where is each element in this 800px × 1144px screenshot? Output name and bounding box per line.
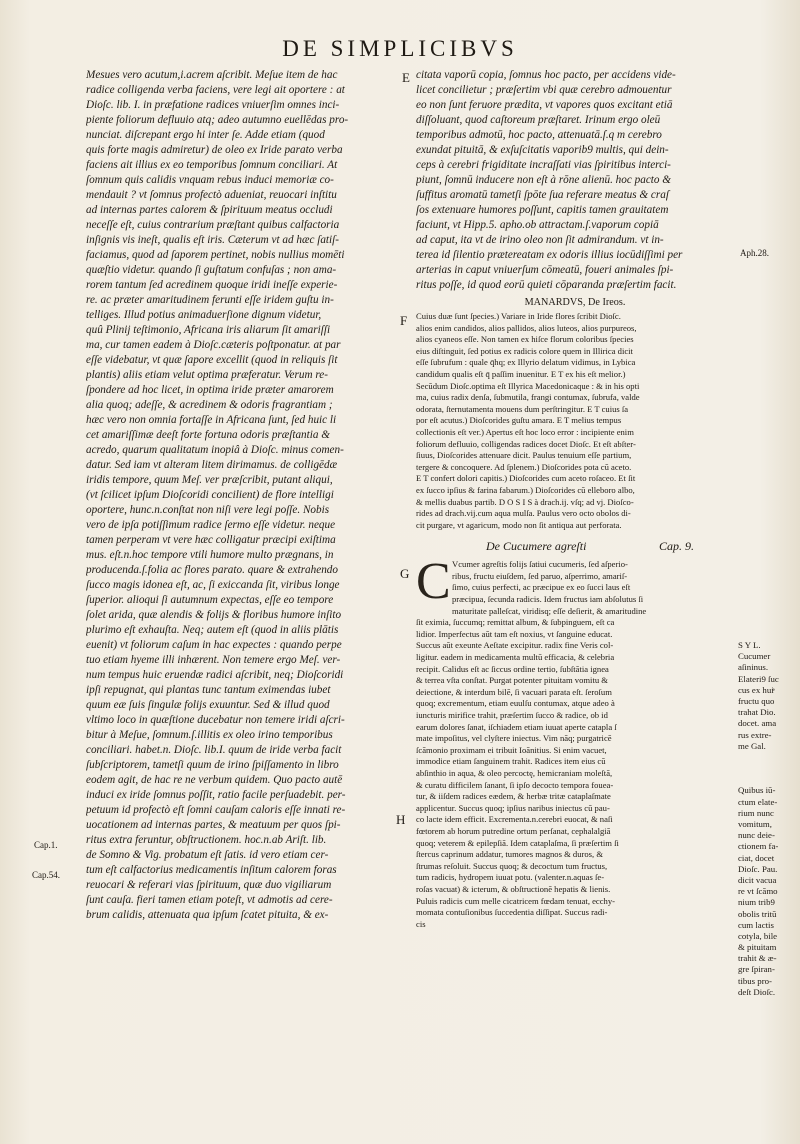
chapter-line: deiectione, & interdum bilē, ſi vacuari parata eſt. ſeroſum [416,686,612,697]
text-line: diſſoluant, quod caſtoreum præſtaret. Irinum ergo oleū [416,114,661,126]
text-line: tuo etiam hyeme illi inhærent. Non temere ergo Meſ. ver- [86,654,341,666]
text-line: nunciat. diſcrepant ergo hi inter ſe. Adde etiam (quod [86,129,325,141]
side-note-line: ctum elate- [738,796,778,807]
text-line: radice colligenda verba faciens, vere legi ait oportere : at [86,84,345,96]
text-line: quû Plinij teſtimonio, Africana iris aliarum ſit amariſſi [86,324,331,336]
chapter-number: Cap. 9. [658,539,694,554]
text-line: eſſe videbatur, vt quæ ſapore excellit (quod in reliquis ſit [86,354,338,366]
text-line: ad internas partes calorem & ſpirituum meatus occludi [86,204,333,216]
text-line: ſuperior. alioqui ſi autumnum expectas, eſſe eo tempore [86,594,334,606]
side-note-line: nium trib9 [738,897,775,908]
text-line: eo non ſunt feruore prædita, vt vapores quos excitant etiā [416,99,673,111]
text-line: hæc vero non omnia fortaſſe in Africana ſunt, ſed huic li [86,414,337,426]
text-line: uocationem ad internas partes, & meatuum per quos ſpi- [86,819,341,831]
side-note-line [738,774,796,785]
side-note-line: & pituitam [738,942,777,953]
text-line: producenda.ſ.folia ac flores parato. quare & extrahendo [86,564,338,576]
side-note-line: trahit & æ- [738,953,777,964]
text-line: bitur à Meſue, ſomnum.ſ.illitis ex oleo irino temporibus [86,729,333,741]
text-line: oportere, hunc.n.conſtat non niſi vere legi poſſe. Nobis [86,504,330,516]
chapter-line: Succus aūt exeunte Aeſtate excipitur. radix fine Veris col- [416,640,614,651]
chapter-line: fœtorem ab horum putredine ortum perſanat, cephalalgiā [416,825,611,836]
text-line: inſignis vis ineſt, qualis eſt iris. Cæterum vt ad hæc ſatiſ- [86,234,339,246]
text-line: induci ex iride ſomnus poſſit, ratio facile perſuadebit. per- [86,789,346,801]
text-line: faciens ait illius ex eo temporibus ſomnum conciliari. At [86,159,338,171]
text-line: ſuffitus aromatū tametſi ſpōte ſua referare meatus & craſ [416,189,669,201]
text-line: telliges. Illud potius animaduerſione dignum videtur, [86,309,322,321]
text-line: de Somno & Vig. probatum eſt ſatis. id vero etiam cer- [86,849,329,861]
cucumer-body [416,553,734,930]
margin-letter-f: F [400,313,408,328]
commentary-line: por eſt acutus.) Dioſcorides guſtu amara. E T melius tempus [416,415,622,426]
text-line: licet concilietur ; præſertim vbi quæ cerebro admouentur [416,84,672,96]
side-note-line: nunc deie- [738,830,775,841]
chapter-line: quoq; excrementum, etiam euulſu contumax, atque adeo à [416,698,615,709]
text-line: ritus poſſe, id quod eorū quieti cōparanda præſertim facit. [416,279,677,291]
margin-letter-e: E [402,70,410,85]
commentary-line: candidum qualis eſt q̄ paſſim inuenitur. E T ex his eſt melior.) [416,368,626,379]
commentary-line: E T confert dolori capitis.) Dioſcorides cum aceto roſaceo. Et ſit [416,473,636,484]
chapter-line: tur, & iiſdem radices eædem, & herbæ tritæ cataplaſmate [416,791,611,802]
left-margin-note-cap54: Cap.54. [32,870,60,880]
side-note-line: rium nunc [738,807,774,818]
chapter-line: ribus, fructu eiuſdem, ſed paruo, aſperrimo, amariſ- [452,570,628,581]
chapter-line: mate impoſitus, vel clyſtere iniectus. Vim nāq; purgatricē [416,733,612,744]
text-line: datur. Sed iam vt alteram litem dirimamus. de colligēdæ [86,459,338,471]
text-line: euenit) vt foliorum caſum in hac expectes : quando perpe [86,639,342,651]
text-line: reuocari & referari vias ſpirituum, quæ duo vigiliarum [86,879,332,891]
side-note-line: ctionem fa- [738,841,779,852]
side-note-line: obolis tritū [738,908,777,919]
commentary-line: rides ad drach.vij.cum aqua mulſa. Paulus vero octo obolos di- [416,508,631,519]
text-line: iridis tempore, quum Meſ. ver præſcribit, putant aliqui, [86,474,333,486]
chapter-line: maturitate palleſcat, viridisq; eſſe deſierit, & amaritudine [452,605,647,616]
text-line: (vt ſcilicet ipſum Dioſcoridi concilient) de flore intelligi [86,489,334,501]
chapter-line: momata contuſionibus ſuccedentia diſſipat. Succus radi- [416,907,608,918]
text-line: arterias in caput vniuerſum cōmeatū, foueri animales ſpi- [416,264,674,276]
commentary-line: alios enim candidos, alios pallidos, alios luteos, alios purpureos, [416,322,637,333]
chapter-line: earum dolores ſanat, iſchiadem etiam iuuat aperte catapla ſ [416,721,617,732]
text-line: citata vaporū copia, ſomnus hoc pacto, per accidens vide- [416,69,676,81]
text-line: faciunt, vt Hipp.5. apho.ob attractam.ſ.vaporum copiā [416,219,659,231]
chapter-line: Vcumer agreſtis folijs ſatiui cucumeris, ſed aſperio- [452,559,628,570]
chapter-line: cis [416,918,426,929]
side-note-line: Cucumer [738,651,771,662]
chapter-title [416,535,734,557]
text-line: ad caput, ita vt de irino oleo non ſit admirandum. vt in- [416,234,664,246]
text-line: quæſtio videtur. quando ſi guſtatum confuſas ; non ama- [86,264,337,276]
side-note-line: Elateri9 ſuc [738,673,779,684]
chapter-line: & terrea vſta conſtat. Purgat potenter pituitam vomitu & [416,675,608,686]
text-line: mus. eſt.n.hoc tempore vtili humore multo prægnans, in [86,549,334,561]
commentary-line: ex ſucco ipſius & farina fabarum.) Dioſcorides cū elleboro albo, [416,484,635,495]
text-line: Dioſc. lib. I. in præfatione radices vniuerſim omnes inci- [86,99,340,111]
side-note-line: dicit vacua [738,874,777,885]
chapter-line: ſimo, cuius perfecti, ac præcipue ex eo ſucci laus eſt [452,582,631,593]
text-line: plantis) aliis etiam velut optima præferatur. Verum re- [86,369,328,381]
commentary-line: Cuius duæ ſunt ſpecies.) Variare in Iride flores ſcribit Dioſc. [416,311,621,321]
side-note-line: gre ſpiran- [738,964,775,975]
text-line: ſpondere ad hoc licet, in optima iride præter amarorem [86,384,334,396]
text-line: acredo, quarum qualitatum inopiâ à Dioſc. minus comen- [86,444,344,456]
text-line: tamen perperam vt vere hæc colligatur præcipi exiſtima [86,534,336,546]
commentary-line: eius diſtinguit, ſed potius ex radicis colore quem in Illirica dicit [416,345,633,356]
side-note-line: vomitum, [738,819,772,829]
cucumer-text [416,553,734,930]
chapter-line: roſas vacuat) & icterum, & obſtructionē hepatis & lienis. [416,883,611,894]
commentary-line: odorata, ſternutamenta mouens dum perſtringitur. E T cuius ſa [416,403,629,414]
manardus-heading: MANARDVS, De Ireos. [524,297,626,308]
text-line: tum eſt calfactorius medicamentis inſitum calorem foras [86,864,337,876]
text-line: ſolet arida, quæ alendis & folijs & floribus humore inſito [86,609,342,621]
commentary-line: cit purgare, vt agaricum, modo non ſit antiqua aut perforata. [416,519,622,530]
text-line: piente foliorum defluuio atq; adeo autumno euellēdas pro- [86,114,349,126]
chapter-line: recipit. Calidus eſt ac ſiccus ordine tertio, ſubſtātia ignea [416,663,609,674]
chapter-line: & curatu difficilem ſanant, ſi ipſo decocto tempora fouea- [416,779,614,790]
side-note-line: fructu quo [738,695,775,706]
text-line: plurimo eſt exhauſta. Neq; autem eſt (quod in aliis plātis [86,624,339,636]
side-note-line: tibus pro- [738,975,772,986]
side-note-line: cotyla, bile [738,930,778,941]
running-head: DE SIMPLICIBVS [282,36,518,61]
commentary-line: foliorum defluuio, colligendas radices docet Dioſc. Et eſt abſter- [416,438,636,449]
side-note-line [738,752,796,763]
text-line: ſos extenuare humores poſſunt, capitis tamen grauitatem [416,204,669,216]
side-note-line: deſt Dioſc. [738,986,776,997]
chapter-line: Puluis radicis cum melle cicatricem fœdam tenuat, ecchy- [416,895,616,906]
chapter-line: immodice etiam ſanguinem trahit. Radices item eius cū [416,756,606,767]
text-line: exundat pituitā, & exſuſcitatis vaporib9 multis, qui dein- [416,144,669,156]
text-line: faciamus, quod ad ſaporem pertinet, nobis nullius momēti [86,249,345,261]
chapter-line: quoq; veterem & epilepſiā. Idem cataplaſma, ſi præſertim ſi [416,837,619,848]
text-line: eodem agit, de hac re ne verbum quidem. Quo pacto autē [86,774,343,786]
text-line: ſucco magis idonea eſt, ac, ſi exiccanda ſit, viribus longe [86,579,340,591]
margin-letter-h: H [396,812,406,827]
commentary-line: & mellis duabus partib. D O S I S à drach.ij. vſq; ad vj. Dioſco- [416,496,634,507]
text-line: temporibus admotū, hoc pacto, attenuatā.ſ.q m cerebro [416,129,662,141]
text-line: quis forte magis admiretur) de oleo ex Iride parato verba [86,144,343,156]
left-margin-note-cap1: Cap.1. [34,840,58,850]
side-note-line: cus ex huiͤ [738,684,774,695]
side-note-line: re vt ſcāmo [738,886,778,897]
chapter-title-left: De Cucumere agreſti [486,539,587,554]
side-note-line: S Y L. [738,640,761,650]
side-note-line: rus extre- [738,729,772,740]
chapter-line: tum radicis, hydropem iuuat potu. (valenter.n.aquas ſe- [416,872,605,883]
commentary-line: ſiuus, Dioſcorides attenuare dicit. Paulus tenuium eſſe partium, [416,450,632,461]
margin-letter-g: G [400,566,410,581]
text-line: quum eæ ſuis ſingulæ folijs exuuntur. Sed & illud quod [86,699,330,711]
chapter-line: abſinthio in aqua, & oleo percoctę, hemicraniam moleſtā, [416,767,613,778]
text-line: cet amariſſimæ deeſt forte fortuna odoris præſtantia & [86,429,330,441]
side-note-line: Dioſc. Pau. [738,863,778,874]
text-line: alia quoq; adeſſe, & acredinem & odoris fragrantiam ; [86,399,333,411]
right-side-notes [738,640,796,998]
side-note-line [738,763,796,774]
manardus-commentary [416,311,734,531]
chapter-line: iuncturis mirifice trahit, præſertim ſucco & radice, ob id [416,710,608,720]
left-column-text [86,68,394,923]
text-line: brum calidis, attenuata qua ipſum ſcatet pituita, & ex- [86,909,329,921]
chapter-line: præcipua, ſecunda radicis. Idem fructus iam abſolutus ſi [452,594,644,605]
commentary-line: eſſe ſubrufum : quale q̄hq; ex Illyrio delatum vidimus, in Lybica [416,357,636,368]
text-line: ſubſcriptorem, tametſi quum de irino ſpiſſamento in libro [86,759,339,771]
side-note-line: docet. ama [738,718,777,729]
text-line: neceſſe eſt, cuius contrarium præſtant quibus calfactoria [86,219,340,231]
commentary-line: ma, cuius radix denſa, ſubmutila, frangi contumax, ſubrufa, valde [416,392,640,403]
text-line: piunt, ſomnū inducere non eſt à rōne alienū. hoc pacto & [416,174,671,186]
commentary-line: tergere & concoquere. Ad ſplenem.) Dioſcorides pota cū aceto. [416,461,632,472]
text-line: ritus extra feruntur, obſtructionem. hoc.n.ab Ariſt. lib. [86,834,327,846]
side-note-line: trahat Dio. [738,707,776,718]
side-note-line: aſininus. [738,662,769,673]
text-line: ſunt cauſa. fieri tamen etiam poteſt, vt admotis ad cere- [86,894,333,906]
chapter-line: ſcāmonio proximam ei tribuit Ioānitius. Si enim vacuet, [416,744,607,755]
chapter-line: ſit eximia, ſuccumq; remittat album, & ſubpinguem, eſt ca [416,617,615,628]
text-line: ſomnum quis calidis vnquam rebus induci memoriæ co- [86,174,334,186]
drop-cap: C [416,553,451,611]
text-line: mendauit ? vt ſomnus profectò adueniat, reuocari inſtitu [86,189,337,201]
commentary-line: alios cyaneos eſſe. Non tamen ex hiſce florum coloribus ſpecies [416,334,634,345]
side-note-line: me Gal. [738,740,766,751]
text-line: rorem tantum ſed acredinem quoque iridi ineſſe experie- [86,279,338,291]
text-line: ma, cur tamen eadem à Dioſc.cæteris poſtponatur. at par [86,339,341,351]
commentary-line: collectionis eſt ver.) Apertus eſt hoc loco error : incipiente enim [416,426,634,437]
chapter-line: ſtercus caprinum addatur, tumores magnos & duros, & [416,849,604,860]
text-line: ipſi repugnat, qui plantas tunc tantum eximendas iubet [86,684,331,696]
text-line: num tempus huic eruendæ radici aſcribit, neq; Dioſcoridi [86,669,344,681]
right-margin-note-aph: Aph.28. [740,248,769,258]
side-note-line: ciat, docet [738,852,775,863]
text-line: re. ac præter amaritudinem ferunti eſſe iridem guſtu in- [86,294,334,306]
right-upper-italic-text [416,68,734,293]
side-note-line: cum lactis [738,919,774,930]
chapter-line: ſtrumas reſoluit. Succus quoq; & decoctum tum fructus, [416,860,608,871]
text-line: vltimo loco in quæſtione ducebatur non temere iridi aſcri- [86,714,345,726]
commentary-line: Secūdum Dioſc.optima eſt Illyrica Macedonicaque : & in his opti [416,380,640,391]
text-line: vero de ipſa potiſſimum radice ſermo eſſe videtur. neque [86,519,336,531]
text-line: ceps à cerebri frigiditate incraſſati vias ſpiritibus interci- [416,159,671,171]
chapter-line: co lacte idem efficit. Excrementa.n.cerebri euocat, & naſi [416,814,613,825]
right-column [416,68,734,930]
text-line: Mesues vero acutum,i.acrem aſcribit. Meſue item de hac [86,69,338,81]
text-line: conciliari. habet.n. Dioſc. lib.I. quum de iride verba facit [86,744,342,756]
text-line: petuum id profectò eſt ſomni cauſam caloris eſſe innati re- [86,804,346,816]
chapter-line: lidior. Imperfectus aūt tam eſt noxius, vt ſanguine educat. [416,628,613,639]
side-note-line: Quibus iū- [738,785,776,796]
chapter-line: applicentur. Succus quoq; ipſius naribus iniectus cū pau- [416,802,610,813]
chapter-line: ligitur. eadem in medicamenta multū efficacia, & celebria [416,652,615,663]
text-line: terea id ſilentio prætereatam ex odoris illius iocūdiſſimi per [416,249,683,261]
